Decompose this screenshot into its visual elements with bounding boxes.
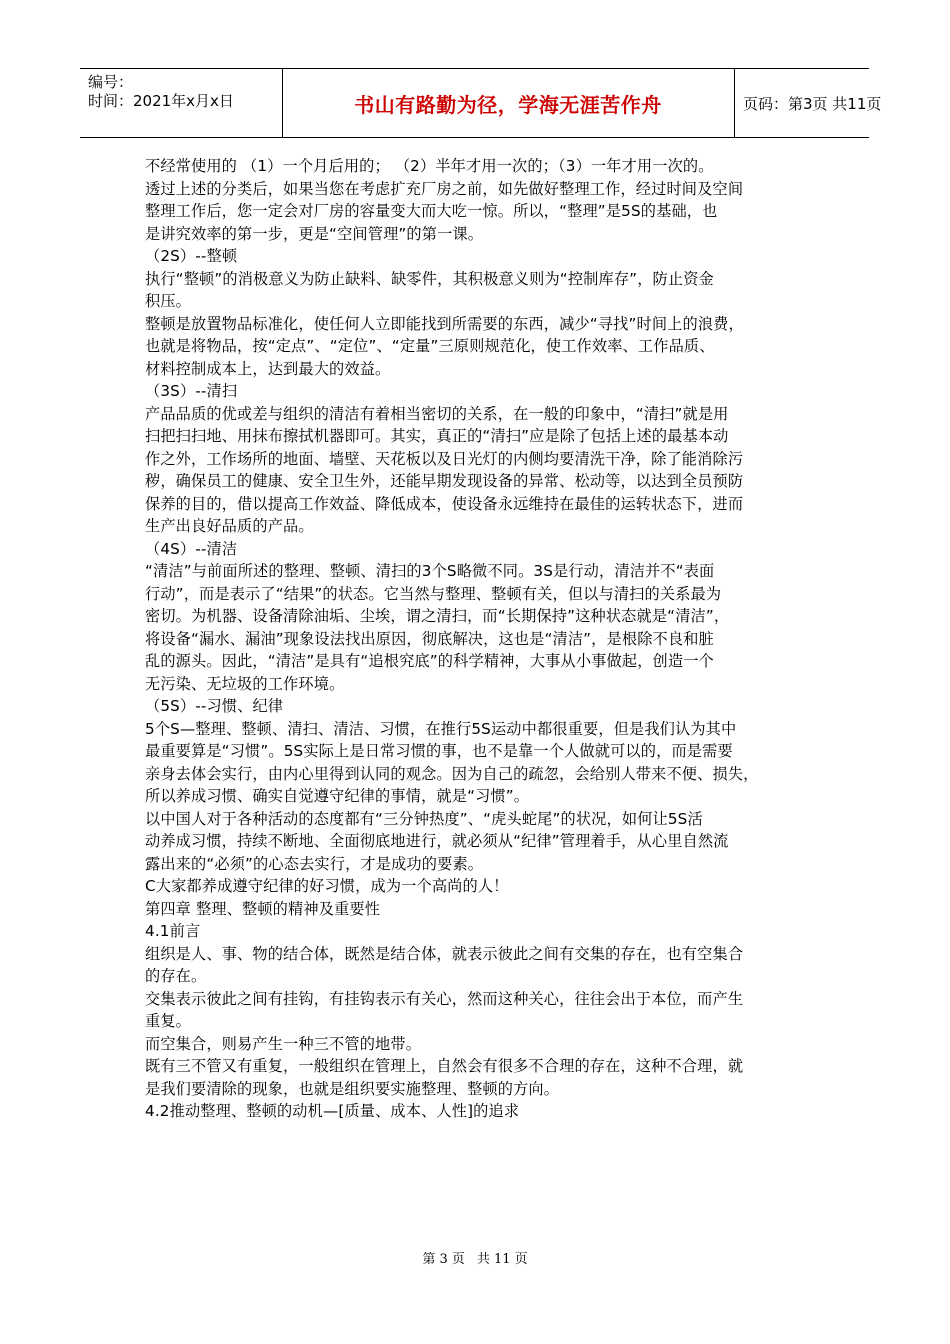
body-line: 的存在。	[145, 967, 207, 985]
page-footer	[0, 1248, 950, 1267]
body-line: 动养成习惯，持续不断地、全面彻底地进行，就必须从“纪律”管理着手，从心里自然流	[145, 832, 729, 850]
body-line: 而空集合，则易产生一种三不管的地带。	[145, 1034, 422, 1053]
document-date-label: 时间：2021年x月x日	[88, 92, 234, 110]
header-page-cell	[735, 69, 882, 137]
body-line: 扫把扫扫地、用抹布擦拭机器即可。其实，真正的“清扫”应是除了包括上述的最基本动	[145, 427, 729, 445]
body-line: 既有三不管又有重复，一般组织在管理上，自然会有很多不合理的存在，这种不合理，就	[145, 1057, 744, 1075]
header-left-cell	[80, 69, 283, 137]
page-info-text: 页码：第3页 共11页	[743, 94, 882, 113]
body-line: 最重要算是“习惯”。5S实际上是日常习惯的事，也不是靠一个人做就可以的，而是需要	[145, 742, 733, 760]
body-line: 4.1前言	[145, 922, 201, 940]
footer-page-number: 第 3 页	[422, 1252, 465, 1267]
body-line: 整顿是放置物品标准化，使任何人立即能找到所需要的东西，减少“寻找”时间上的浪费，	[145, 314, 744, 333]
header-table	[80, 68, 882, 138]
body-line: 交集表示彼此之间有挂钩，有挂钩表示有关心，然而这种关心，往往会出于本位，而产生	[145, 989, 744, 1008]
body-line: 将设备“漏水、漏油”现象设法找出原因，彻底解决，这也是“清洁”，是根除不良和脏	[145, 629, 714, 648]
body-line: 5个S—整理、整顿、清扫、清洁、习惯，在推行5S运动中都很重要，但是我们认为其中	[145, 719, 737, 738]
body-line: 行动”，而是表示了“结果”的状态。它当然与整理、整顿有关，但以与清扫的关系最为	[145, 584, 722, 603]
body-line: 材料控制成本上，达到最大的效益。	[145, 359, 391, 378]
body-line: 4.2推动整理、整顿的动机—[质量、成本、人性]的追求	[145, 1102, 520, 1120]
body-line: C大家都养成遵守纪律的好习惯，成为一个高尚的人！	[145, 877, 509, 895]
body-line: 秽，确保员工的健康、安全卫生外，还能早期发现设备的异常、松动等，以达到全员预防	[145, 472, 744, 490]
body-line: 无污染、无垃圾的工作环境。	[145, 674, 345, 693]
body-line: 积压。	[145, 292, 192, 310]
body-line: 亲身去体会实行，由内心里得到认同的观念。因为自己的疏忽，会给别人带来不便、损失，	[145, 764, 759, 783]
document-number-label: 编号：	[88, 73, 134, 91]
body-line: “清洁”与前面所述的整理、整顿、清扫的3个S略微不同。3S是行动，清洁并不“表面	[145, 562, 715, 580]
body-line: 第四章 整理、整顿的精神及重要性	[145, 899, 381, 918]
body-line: 保养的目的，借以提高工作效益、降低成本，使设备永远维持在最佳的运转状态下，进而	[145, 494, 744, 513]
body-line: 乱的源头。因此，“清洁”是具有“追根究底”的科学精神，大事从小事做起，创造一个	[145, 652, 714, 670]
body-line: 整理工作后，您一定会对厂房的容量变大而大吃一惊。所以，“整理”是5S的基础，也	[145, 202, 718, 220]
body-line: 作之外，工作场所的地面、墙壁、天花板以及日光灯的内侧均要清洗干净，除了能消除污	[145, 449, 744, 468]
body-line: 是讲究效率的第一步，更是“空间管理”的第一课。	[145, 224, 484, 243]
body-line: 不经常使用的 （1）一个月后用的； （2）半年才用一次的；（3）一年才用一次的。	[145, 157, 714, 175]
body-line: 生产出良好品质的产品。	[145, 517, 314, 535]
body-line: 执行“整顿”的消极意义为防止缺料、缺零件，其积极意义则为“控制库存”，防止资金	[145, 269, 714, 288]
body-line: （5S）--习惯、纪律	[145, 697, 284, 715]
body-line: （3S）--清扫	[145, 382, 238, 400]
motto-text: 书山有路勤为径，学海无涯苦作舟	[354, 92, 662, 117]
body-line: 产品品质的优或差与组织的清洁有着相当密切的关系，在一般的印象中，“清扫”就是用	[145, 404, 729, 423]
header-motto-cell	[282, 69, 735, 137]
body-line: 以中国人对于各种活动的态度都有“三分钟热度”、“虎头蛇尾”的状况，如何让5S活	[145, 809, 703, 828]
body-line: 也就是将物品，按“定点”、“定位”、“定量”三原则规范化，使工作效率、工作品质、	[145, 337, 715, 355]
body-line: 重复。	[145, 1012, 192, 1030]
body-line: 露出来的“必须”的心态去实行，才是成功的要素。	[145, 854, 484, 873]
body-line: 组织是人、事、物的结合体，既然是结合体，就表示彼此之间有交集的存在，也有空集合	[145, 944, 744, 963]
body-line: 是我们要清除的现象，也就是组织要实施整理、整顿的方向。	[145, 1079, 560, 1098]
body-line: （2S）--整顿	[145, 247, 238, 265]
footer-total-pages: 共 11 页	[476, 1252, 528, 1267]
body-line: 所以养成习惯、确实自觉遵守纪律的事情，就是“习惯”。	[145, 787, 530, 805]
body-line: 透过上述的分类后，如果当您在考虑扩充厂房之前，如先做好整理工作，经过时间及空间	[145, 179, 744, 198]
body-line: 密切。为机器、设备清除油垢、尘埃，谓之清扫，而“长期保持”这种状态就是“清洁”，	[145, 607, 730, 625]
body-text	[145, 155, 815, 1123]
body-line: （4S）--清洁	[145, 539, 238, 558]
